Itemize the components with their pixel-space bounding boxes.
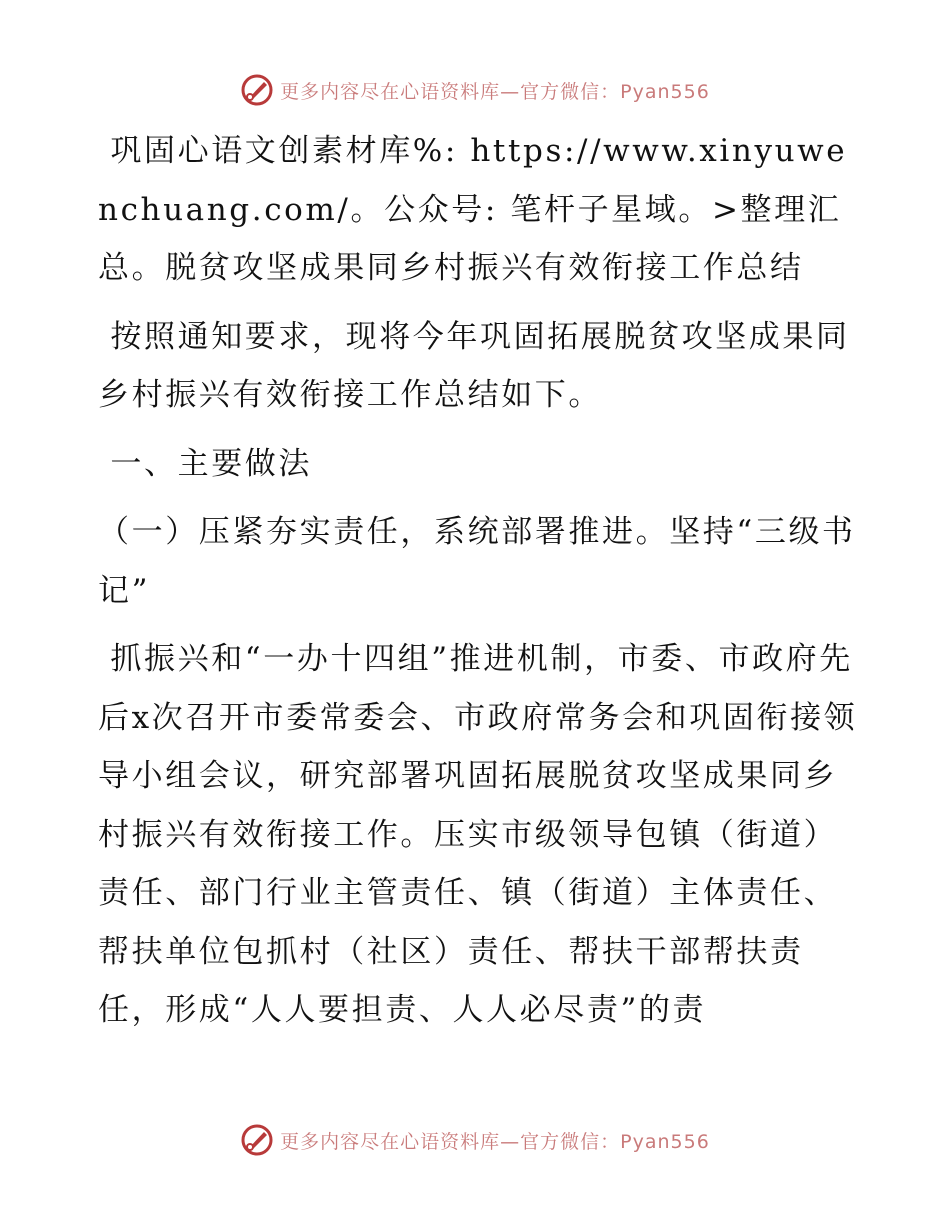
header-watermark-text: 更多内容尽在心语资料库—官方微信：Pyan556: [280, 80, 710, 103]
brush-logo-icon: [240, 73, 274, 107]
footer-watermark-banner: [0, 1120, 950, 1160]
header-watermark-banner: [0, 70, 950, 110]
footer-watermark-text: 更多内容尽在心语资料库—官方微信：Pyan556: [280, 1130, 710, 1153]
brush-logo-icon: [240, 1123, 274, 1157]
section-heading-main-practices: 一、主要做法: [110, 445, 312, 482]
subsection-heading-responsibility: （一）压紧夯实责任，系统部署推进。坚持“三级书记”: [98, 514, 856, 609]
paragraph-responsibility-details: 抓振兴和“一办十四组”推进机制，市委、市政府先后x次召开市委常委会、市政府常务会和巩固衔接领导小组会议，研究部署巩固拓展脱贫攻坚成果同乡村振兴有效衔接工作。压实市级领导包镇（街道）责任、部门行业主管责任、镇（街道）主体责任、帮扶单位包抓村（社区）责任、帮扶干部帮扶责任，形成“人人要担责、人人必尽责”的责: [98, 641, 858, 1028]
paragraph-intro: 巩固心语文创素材库%: https://www.xinyuwenchuang.com/。公众号: 笔杆子星域。>整理汇总。脱贫攻坚成果同乡村振兴有效衔接工作总结: [98, 133, 848, 286]
document-body: [98, 122, 858, 1050]
paragraph-overview: 按照通知要求，现将今年巩固拓展脱贫攻坚成果同乡村振兴有效衔接工作总结如下。: [98, 318, 850, 413]
